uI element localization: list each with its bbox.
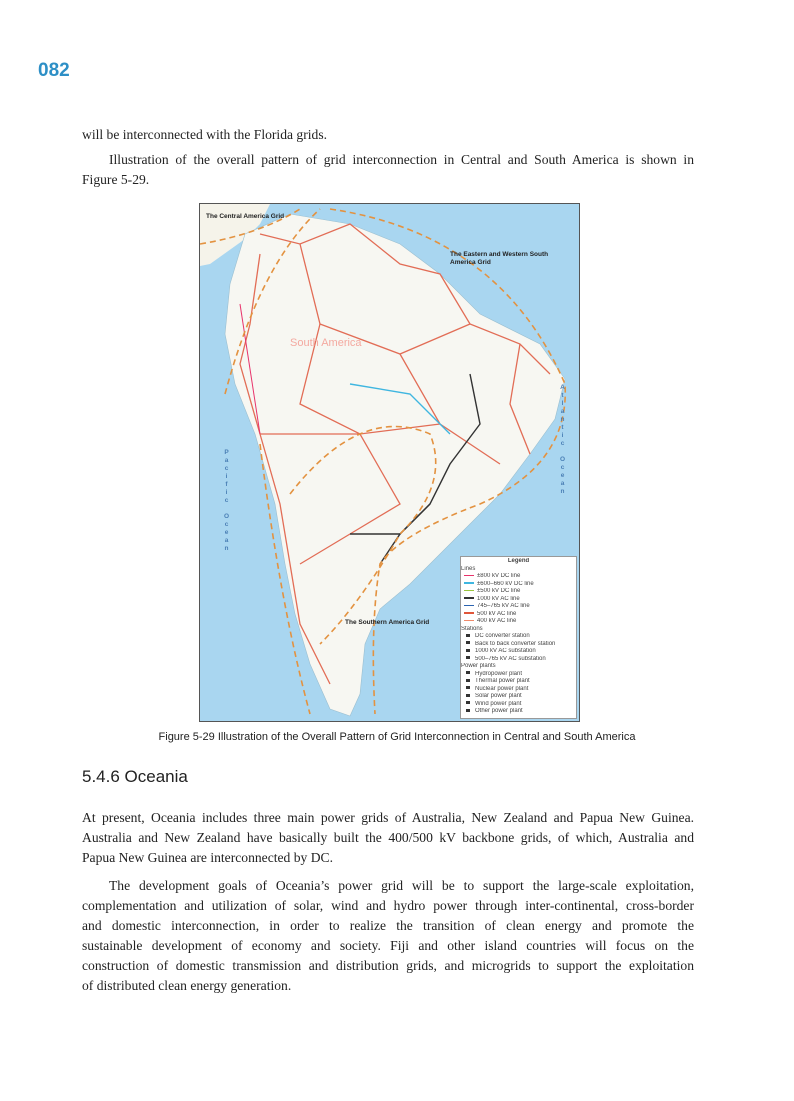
legend-label: 500 kV AC line bbox=[477, 610, 517, 617]
legend-item bbox=[461, 588, 576, 596]
legend-item bbox=[461, 648, 576, 656]
legend-item bbox=[461, 596, 576, 604]
plant-marker-icon bbox=[466, 679, 470, 682]
legend-label: 1000 kV AC line bbox=[477, 595, 520, 602]
text-line: construction of domestic transmission and distribution grids, and microgrids to support the exploitation bbox=[82, 958, 694, 973]
legend-label: 500–765 kV AC substation bbox=[475, 655, 546, 662]
text-line: Australia and New Zealand have basically built the 400/500 kV backbone grids, of which, Australia and bbox=[82, 830, 694, 845]
legend-label: ±800 kV DC line bbox=[477, 573, 521, 579]
central-america-grid-label: The Central America Grid bbox=[206, 213, 285, 220]
text-line: and domestic interconnection, in order to realize the transition of clean energy and promote the bbox=[82, 918, 694, 933]
legend-label: Wind power plant bbox=[475, 700, 522, 707]
legend-item bbox=[461, 573, 576, 581]
line-swatch-icon bbox=[464, 605, 474, 607]
legend-label: ±500 kV DC line bbox=[477, 588, 521, 594]
line-swatch-icon bbox=[464, 582, 474, 584]
legend-label: Back to back converter station bbox=[475, 640, 556, 647]
legend-label: Other power plant bbox=[475, 708, 523, 714]
legend-item bbox=[461, 581, 576, 589]
text-line: sustainable development of economy and society. Fiji and other island countries will focus on the bbox=[82, 938, 694, 953]
text-line: At present, Oceania includes three main power grids of Australia, New Zealand and Papua New Guinea. bbox=[82, 810, 694, 825]
map-legend bbox=[460, 556, 577, 719]
legend-heading: Lines bbox=[461, 565, 476, 572]
legend-item bbox=[461, 686, 576, 694]
legend-item bbox=[461, 611, 576, 619]
legend-item bbox=[461, 656, 576, 664]
figure-caption: Figure 5-29 Illustration of the Overall Pattern of Grid Interconnection in Central and South America bbox=[158, 731, 636, 743]
text-line: Figure 5-29. bbox=[82, 172, 150, 187]
legend-heading: Stations bbox=[461, 625, 483, 632]
line-swatch-icon bbox=[464, 597, 474, 599]
legend-label: Hydropower plant bbox=[475, 670, 523, 677]
legend-label: 1000 kV AC substation bbox=[475, 648, 536, 654]
legend-title: Legend bbox=[507, 558, 530, 564]
legend-item bbox=[461, 678, 576, 686]
page-number: 082 bbox=[38, 60, 70, 81]
grid-map-figure bbox=[199, 203, 580, 722]
atlantic-ocean-label: Atlantic Ocean bbox=[559, 384, 566, 496]
legend-item bbox=[461, 701, 576, 709]
figure-reference-paragraph bbox=[82, 150, 694, 190]
legend-label: DC converter station bbox=[475, 633, 530, 639]
line-swatch-icon bbox=[464, 590, 474, 592]
continent-label: South America bbox=[290, 337, 362, 349]
station-marker-icon bbox=[466, 656, 470, 659]
legend-label: Thermal power plant bbox=[475, 678, 530, 684]
eastern-western-grid-label: The Eastern and Western South America Grid bbox=[450, 251, 549, 266]
text-line: Illustration of the overall pattern of grid interconnection in Central and South America is shown in bbox=[109, 152, 694, 167]
legend-item bbox=[461, 633, 576, 641]
legend-label: ±600–660 kV DC line bbox=[477, 580, 534, 587]
legend-label: 745–765 kV AC line bbox=[477, 603, 530, 609]
text-line: will be interconnected with the Florida grids. bbox=[82, 127, 328, 142]
plant-marker-icon bbox=[466, 686, 470, 689]
intro-paragraph bbox=[82, 125, 694, 145]
legend-item bbox=[461, 603, 576, 611]
text-line: of distributed clean energy generation. bbox=[82, 978, 292, 993]
southern-grid-label: The Southern America Grid bbox=[345, 619, 430, 626]
station-marker-icon bbox=[466, 649, 470, 652]
legend-item bbox=[461, 618, 576, 626]
plant-marker-icon bbox=[466, 671, 470, 674]
oceania-paragraph-2 bbox=[82, 876, 694, 996]
station-marker-icon bbox=[466, 641, 470, 644]
legend-heading: Power plants bbox=[461, 663, 496, 669]
station-marker-icon bbox=[466, 634, 470, 637]
line-swatch-icon bbox=[464, 575, 474, 577]
legend-item bbox=[461, 708, 576, 716]
legend-label: 400 kV AC line bbox=[477, 618, 517, 624]
legend-label: Solar power plant bbox=[475, 693, 522, 699]
plant-marker-icon bbox=[466, 709, 470, 712]
legend-label: Nuclear power plant bbox=[475, 685, 529, 692]
legend-item bbox=[461, 693, 576, 701]
plant-marker-icon bbox=[466, 701, 470, 704]
legend-item bbox=[461, 641, 576, 649]
oceania-paragraph-1 bbox=[82, 808, 694, 868]
text-line: complementation and utilization of solar, wind and hydro power through inter-continental, cross-border bbox=[82, 898, 694, 913]
line-swatch-icon bbox=[464, 620, 474, 622]
text-line: Papua New Guinea are interconnected by DC. bbox=[82, 850, 334, 865]
line-swatch-icon bbox=[464, 612, 474, 614]
text-line: The development goals of Oceania’s power grid will be to support the large-scale exploitation, bbox=[109, 878, 694, 893]
plant-marker-icon bbox=[466, 694, 470, 697]
legend-item bbox=[461, 671, 576, 679]
section-heading: 5.4.6 Oceania bbox=[82, 767, 188, 786]
pacific-ocean-label: Pacific Ocean bbox=[223, 449, 230, 553]
